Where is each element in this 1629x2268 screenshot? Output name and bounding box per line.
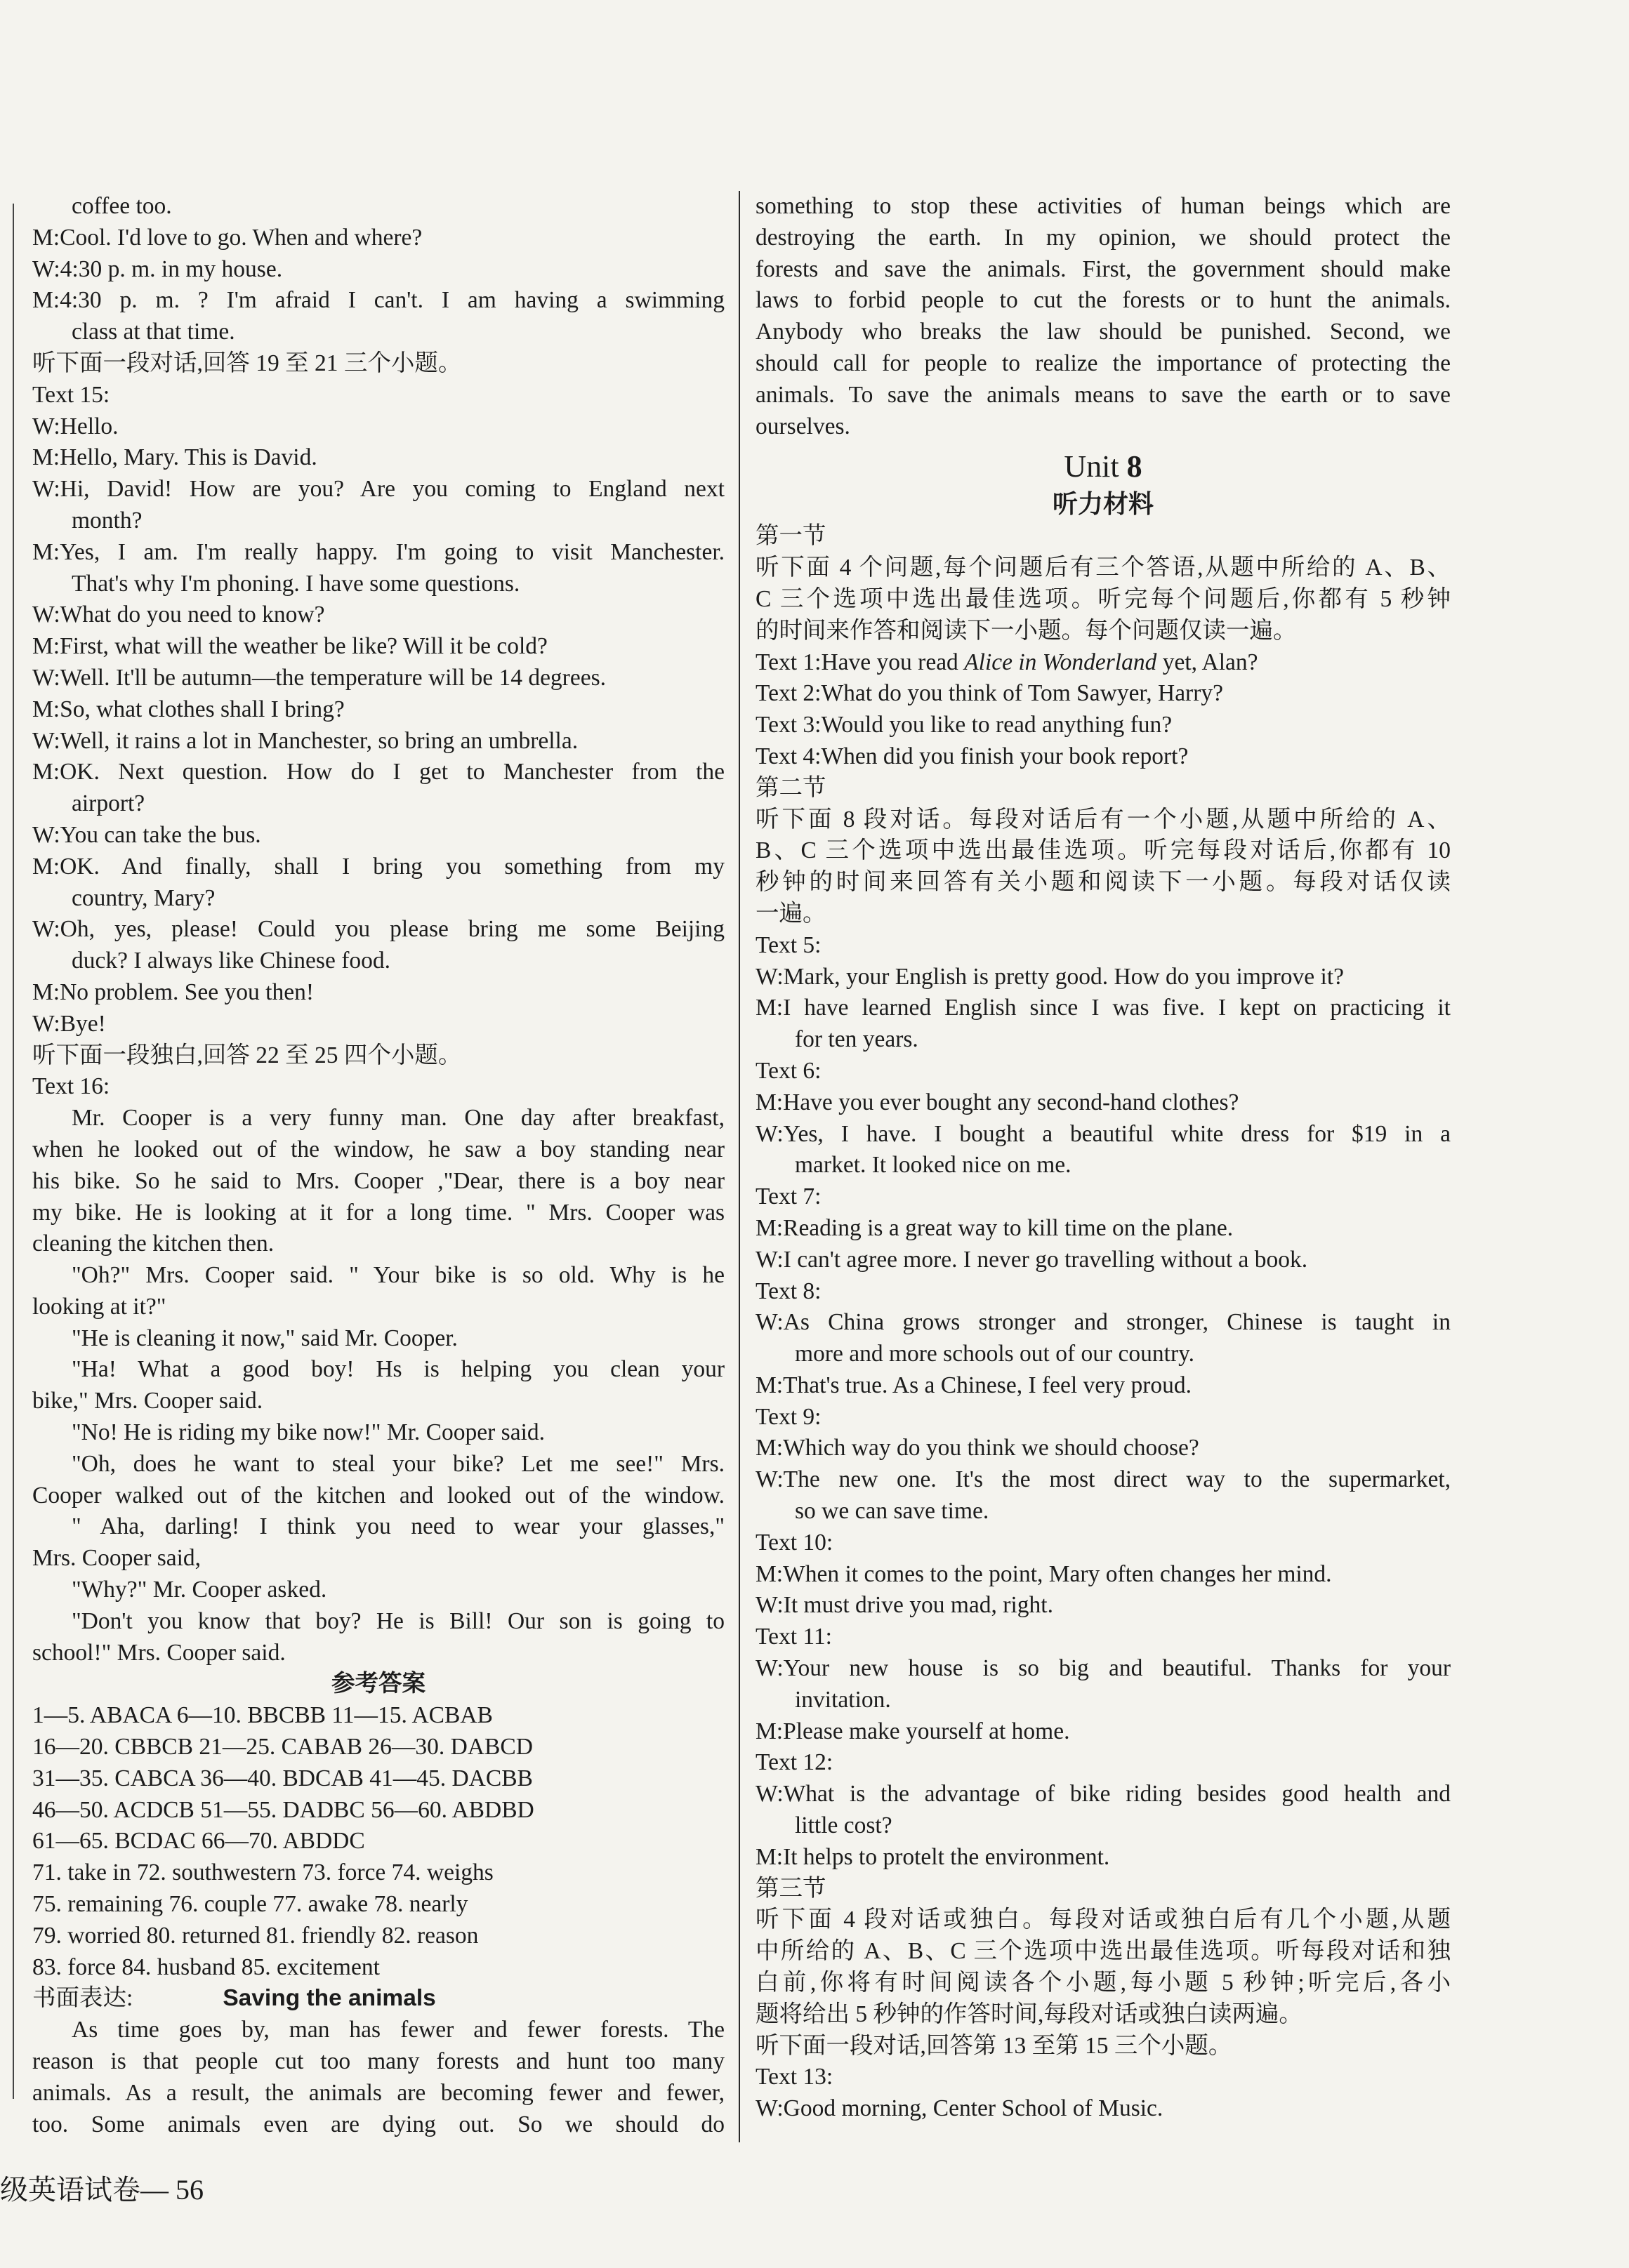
- text-line: W:Your new house is so big and beautiful. Thanks for your: [756, 1655, 1451, 1682]
- line-prefix: Text 1:Have you read: [756, 649, 965, 675]
- text-line: W:The new one. It's the most direct way to the supermarket,: [756, 1466, 1451, 1493]
- text-line: 第一节: [756, 523, 826, 550]
- text-line: 的时间来作答和阅读下一小题。每个问题仅读一遍。: [756, 617, 1297, 644]
- text-line: should call for people to realize the importance of protecting the: [756, 350, 1451, 376]
- text-line: more and more schools out of our country.: [795, 1341, 1195, 1367]
- text-line: W:It must drive you mad, right.: [756, 1592, 1053, 1619]
- text-line: W:Oh, yes, please! Could you please bring me some Beijing: [32, 916, 725, 943]
- text-line: country, Mary?: [72, 884, 216, 911]
- text-line: Text 6:: [756, 1057, 822, 1084]
- text-line: 听下面一段对话,回答 19 至 21 三个小题。: [32, 350, 462, 376]
- listening-title: 听力材料: [1052, 489, 1154, 519]
- text-line: [32, 1983, 725, 2015]
- text-line: when he looked out of the window, he saw a boy standing near: [32, 1136, 725, 1162]
- text-line: 听下面 8 段对话。每段对话后有一个小题,从题中所给的 A、: [756, 806, 1451, 833]
- text-line: his bike. So he said to Mrs. Cooper ,"Dear, there is a boy near: [32, 1167, 725, 1194]
- text-line: 白前,你将有时间阅读各个小题,每小题 5 秒钟;听完后,各小: [756, 1970, 1451, 1996]
- text-line: M:Please make yourself at home.: [756, 1718, 1070, 1744]
- text-line: As time goes by, man has fewer and fewer forests. The: [72, 2017, 725, 2043]
- text-line: W:Well, it rains a lot in Manchester, so bring an umbrella.: [32, 727, 579, 754]
- text-line: "Why?" Mr. Cooper asked.: [72, 1577, 327, 1603]
- text-line: month?: [72, 507, 143, 533]
- text-line: W:You can take the bus.: [32, 821, 261, 848]
- text-line: M:First, what will the weather be like? Will it be cold?: [32, 633, 548, 660]
- text-line: M:It helps to protelt the environment.: [756, 1843, 1110, 1870]
- text-line: W:Well. It'll be autumn—the temperature will be 14 degrees.: [32, 664, 606, 691]
- text-line: W:4:30 p. m. in my house.: [32, 256, 283, 282]
- text-line: for ten years.: [795, 1026, 918, 1053]
- text-line: reason is that people cut too many forests and hunt too many: [32, 2048, 725, 2075]
- text-line: 参考答案: [331, 1671, 426, 1697]
- text-line: W:Yes, I have. I bought a beautiful white dress for $19 in a: [756, 1120, 1451, 1147]
- text-line: W:Good morning, Center School of Music.: [756, 2095, 1163, 2122]
- text-line: 秒钟的时间来回答有关小题和阅读下一小题。每段对话仅读: [756, 869, 1451, 896]
- text-line: animals. As a result, the animals are becoming fewer and fewer,: [32, 2079, 725, 2106]
- text-line: M:4:30 p. m. ? I'm afraid I can't. I am having a swimming: [32, 287, 725, 314]
- text-line: M:I have learned English since I was five. I kept on practicing it: [756, 995, 1451, 1021]
- text-line: ourselves.: [756, 413, 850, 439]
- essay-continuation: [756, 191, 1451, 442]
- text-line: 第二节: [756, 774, 826, 801]
- text-line: school!" Mrs. Cooper said.: [32, 1639, 286, 1666]
- text-line: destroying the earth. In my opinion, we should protect the: [756, 224, 1451, 251]
- text-line: little cost?: [795, 1812, 892, 1839]
- text-line: M:Yes, I am. I'm really happy. I'm going to visit Manchester.: [32, 538, 725, 565]
- text-line: Text 11:: [756, 1624, 832, 1650]
- text-line: animals. To save the animals means to save the earth or to save: [756, 381, 1451, 408]
- text-line: 1—5. ABACA 6—10. BBCBB 11—15. ACBAB: [32, 1702, 493, 1729]
- text-line: 61—65. BCDAC 66—70. ABDDC: [32, 1828, 365, 1855]
- text-line: C 三个选项中选出最佳选项。听完每个问题后,你都有 5 秒钟: [756, 585, 1451, 612]
- unit-label: Unit: [1064, 449, 1127, 484]
- text-line: "Ha! What a good boy! Hs is helping you clean your: [72, 1356, 725, 1383]
- text-line: That's why I'm phoning. I have some questions.: [72, 570, 520, 597]
- text-line: Text 5:: [756, 931, 822, 958]
- essay-title: Saving the animals: [223, 1985, 436, 2012]
- text-line: W:Bye!: [32, 1010, 106, 1037]
- text-line: W:Mark, your English is pretty good. How do you improve it?: [756, 963, 1345, 990]
- left-column: [32, 191, 725, 2140]
- text-line: Cooper walked out of the kitchen and looked out of the window.: [32, 1482, 725, 1508]
- text-line: "He is cleaning it now," said Mr. Cooper.: [72, 1325, 458, 1351]
- text-line: market. It looked nice on me.: [795, 1152, 1071, 1179]
- essay-label: 书面表达:: [32, 1985, 133, 2012]
- listening-material: [756, 521, 1451, 2125]
- text-line: M:Cool. I'd love to go. When and where?: [32, 224, 423, 251]
- text-line: Mrs. Cooper said,: [32, 1545, 202, 1572]
- text-line: bike," Mrs. Cooper said.: [32, 1388, 263, 1414]
- text-line: [756, 647, 1451, 679]
- text-line: 16—20. CBBCB 21—25. CABAB 26—30. DABCD: [32, 1734, 533, 1760]
- unit-heading: [756, 446, 1451, 487]
- text-line: W:Hi, David! How are you? Are you coming to England next: [32, 476, 725, 503]
- text-line: Text 10:: [756, 1529, 833, 1556]
- text-line: 46—50. ACDCB 51—55. DADBC 56—60. ABDBD: [32, 1796, 534, 1823]
- right-column: [756, 191, 1451, 2125]
- text-line: invitation.: [795, 1686, 891, 1713]
- text-line: cleaning the kitchen then.: [32, 1231, 275, 1257]
- text-line: W:I can't agree more. I never go travelling without a book.: [756, 1246, 1308, 1273]
- page-footer: 级英语试卷— 56: [0, 2174, 204, 2206]
- text-line: M:OK. And finally, shall I bring you something from my: [32, 853, 725, 880]
- text-line: Text 16:: [32, 1073, 110, 1100]
- text-line: so we can save time.: [795, 1498, 989, 1525]
- left-margin-rule: [13, 204, 14, 2099]
- text-line: 31—35. CABCA 36—40. BDCAB 41—45. DACBB: [32, 1765, 533, 1791]
- unit-number: 8: [1126, 449, 1142, 484]
- text-line: forests and save the animals. First, the government should make: [756, 256, 1451, 282]
- text-line: M:Hello, Mary. This is David.: [32, 444, 317, 471]
- text-line: M:Reading is a great way to kill time on the plane.: [756, 1214, 1234, 1241]
- text-line: "Don't you know that boy? He is Bill! Our son is going to: [72, 1607, 725, 1634]
- text-line: B、C 三个选项中选出最佳选项。听完每段对话后,你都有 10: [756, 837, 1451, 864]
- text-line: Text 13:: [756, 2064, 833, 2090]
- text-line: 听下面 4 个问题,每个问题后有三个答语,从题中所给的 A、B、: [756, 555, 1451, 581]
- text-line: M:Which way do you think we should choose?: [756, 1435, 1199, 1461]
- text-line: M:OK. Next question. How do I get to Manchester from the: [32, 759, 725, 785]
- text-line: too. Some animals even are dying out. So we should do: [32, 2111, 725, 2137]
- text-line: M:So, what clothes shall I bring?: [32, 696, 345, 722]
- text-line: 听下面 4 段对话或独白。每段对话或独白后有几个小题,从题: [756, 1906, 1451, 1933]
- text-line: 75. remaining 76. couple 77. awake 78. nearly: [32, 1891, 468, 1918]
- text-line: my bike. He is looking at it for a long time. " Mrs. Cooper was: [32, 1199, 725, 1226]
- text-line: Text 12:: [756, 1749, 833, 1776]
- book-title: Alice in Wonderland: [964, 649, 1157, 675]
- text-line: 一遍。: [756, 900, 826, 927]
- text-line: Text 4:When did you finish your book report?: [756, 743, 1189, 769]
- text-line: looking at it?": [32, 1293, 166, 1320]
- text-line: "Oh, does he want to steal your bike? Let me see!" Mrs.: [72, 1450, 725, 1477]
- text-line: Text 3:Would you like to read anything fun?: [756, 712, 1173, 738]
- column-divider: [739, 191, 740, 2142]
- text-line: "Oh?" Mrs. Cooper said. " Your bike is so old. Why is he: [72, 1262, 725, 1289]
- text-line: 第三节: [756, 1875, 826, 1902]
- text-line: coffee too.: [72, 193, 172, 219]
- text-line: 听下面一段独白,回答 22 至 25 四个小题。: [32, 1042, 462, 1068]
- text-line: Text 2:What do you think of Tom Sawyer, Harry?: [756, 680, 1223, 707]
- text-line: something to stop these activities of human beings which are: [756, 193, 1451, 219]
- text-line: class at that time.: [72, 319, 235, 345]
- text-line: " Aha, darling! I think you need to wear your glasses,": [72, 1513, 725, 1540]
- text-line: 题将给出 5 秒钟的作答时间,每段对话或独白读两遍。: [756, 2001, 1302, 2027]
- text-line: W:Hello.: [32, 413, 119, 439]
- text-line: M:Have you ever bought any second-hand clothes?: [756, 1089, 1239, 1115]
- text-line: Text 9:: [756, 1403, 822, 1430]
- text-line: 71. take in 72. southwestern 73. force 74. weighs: [32, 1859, 494, 1886]
- text-line: Anybody who breaks the law should be punished. Second, we: [756, 319, 1451, 345]
- text-line: "No! He is riding my bike now!" Mr. Cooper said.: [72, 1419, 546, 1446]
- text-line: W:What do you need to know?: [32, 602, 325, 628]
- text-line: duck? I always like Chinese food.: [72, 948, 390, 974]
- text-line: 听下面一段对话,回答第 13 至第 15 三个小题。: [756, 2032, 1232, 2059]
- text-line: airport?: [72, 790, 145, 817]
- text-line: 79. worried 80. returned 81. friendly 82. reason: [32, 1922, 479, 1949]
- text-line: W:As China grows stronger and stronger, Chinese is taught in: [756, 1309, 1451, 1336]
- text-line: Text 8:: [756, 1278, 822, 1304]
- text-line: Text 7:: [756, 1183, 822, 1210]
- text-line: W:What is the advantage of bike riding besides good health and: [756, 1781, 1451, 1808]
- text-line: Mr. Cooper is a very funny man. One day after breakfast,: [72, 1105, 725, 1132]
- text-line: 83. force 84. husband 85. excitement: [32, 1954, 380, 1980]
- text-line: laws to forbid people to cut the forests or to hunt the animals.: [756, 287, 1451, 314]
- text-line: 中所给的 A、B、C 三个选项中选出最佳选项。听每段对话和独: [756, 1938, 1451, 1965]
- text-line: M:No problem. See you then!: [32, 979, 315, 1005]
- text-line: Text 15:: [32, 381, 110, 408]
- text-line: M:That's true. As a Chinese, I feel very proud.: [756, 1372, 1192, 1398]
- text-line: M:When it comes to the point, Mary often changes her mind.: [756, 1560, 1332, 1587]
- line-suffix: yet, Alan?: [1156, 649, 1258, 675]
